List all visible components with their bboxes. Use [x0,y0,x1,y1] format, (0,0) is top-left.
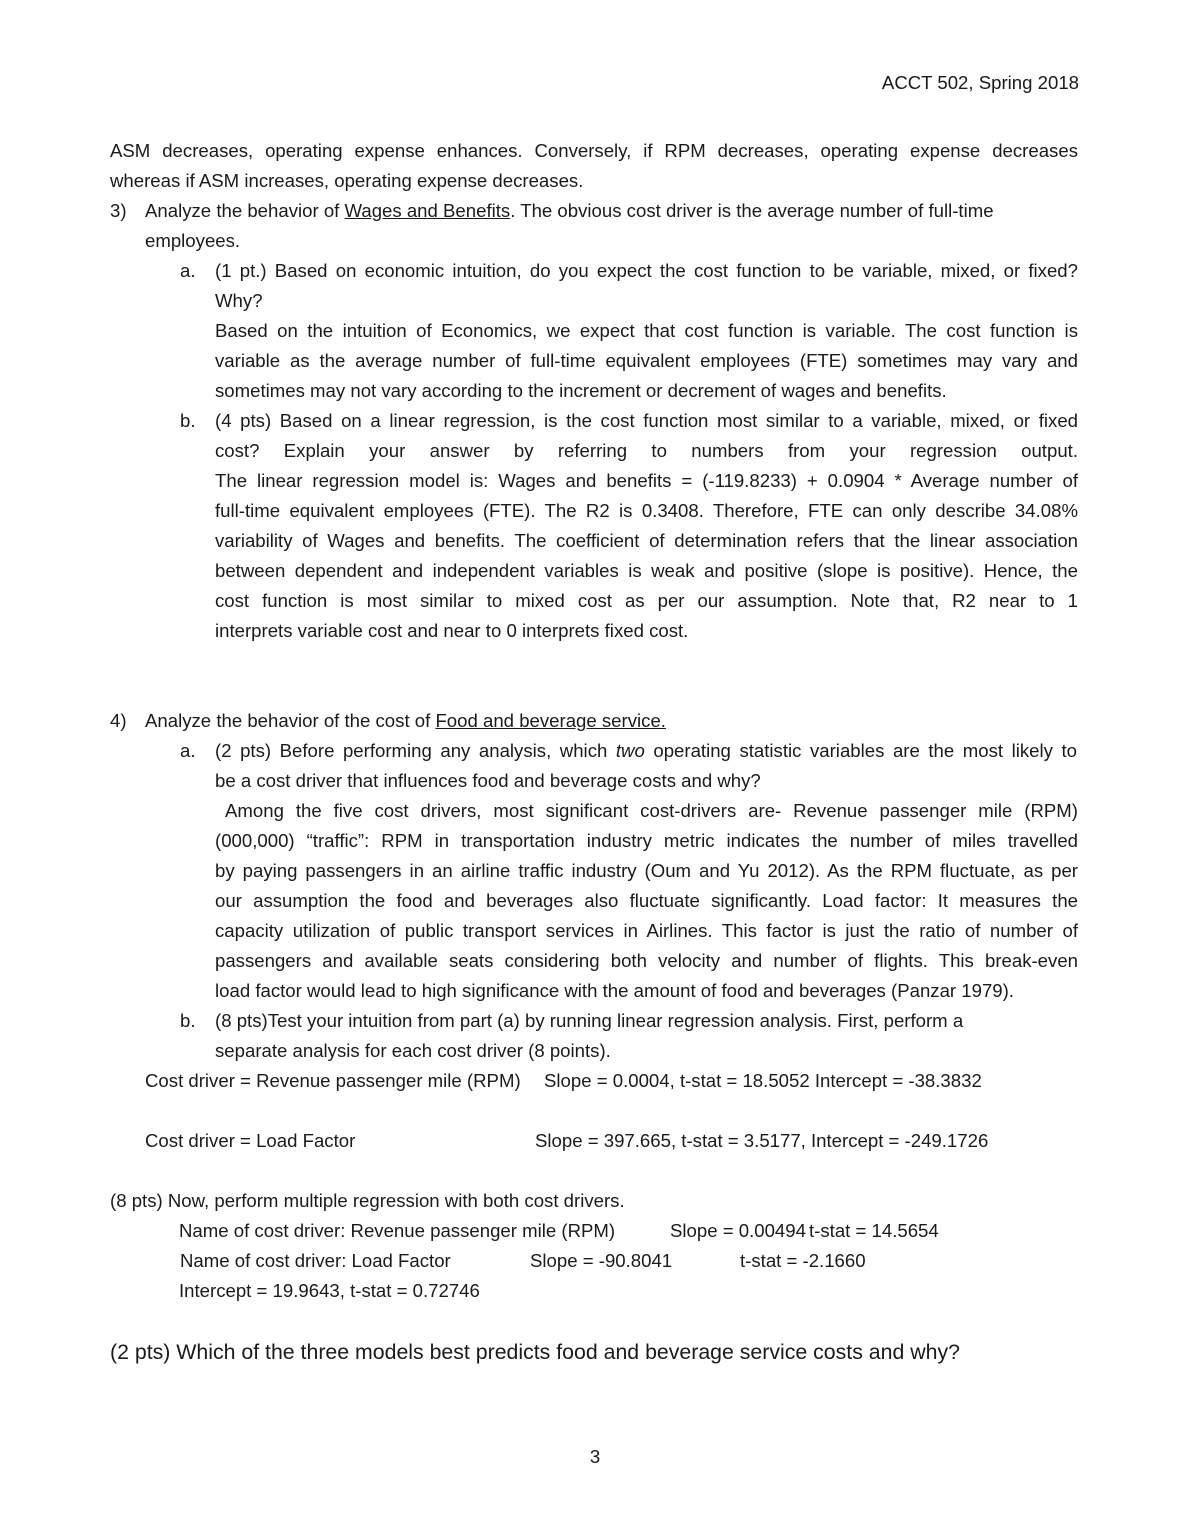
page-number: 3 [589,1446,601,1467]
multiple-rpm-tstat: t-stat = 14.5654 [809,1220,939,1241]
multiple-rpm-slope: Slope = 0.00494 [670,1220,806,1241]
q4b-question-line-1: (8 pts)Test your intuition from part (a) by running linear regression analysis. First, perform a [215,1010,964,1031]
simple-lf-label: Cost driver = Load Factor [145,1130,356,1151]
q3-topic: Wages and Benefits [344,200,511,221]
q3b-answer-line-3: variability of Wages and benefits. The coefficient of determination refers that the linear association [215,530,1078,551]
q3a-question-line-2: Why? [215,290,263,311]
q4a-answer-line-2: (000,000) “traffic”: RPM in transportation industry metric indicates the number of miles travelled [215,830,1078,851]
q4a-answer-line-5: capacity utilization of public transport services in Airlines. This factor is just the ratio of number of [215,920,1078,941]
q3-number: 3) [110,200,127,221]
intro-line-2: whereas if ASM increases, operating expense decreases. [110,170,584,191]
q4a-marker: a. [180,740,196,761]
q4-topic: Food and beverage service. [435,710,666,731]
q4a-answer-line-1: Among the five cost drivers, most significant cost-drivers are- Revenue passenger mile (RPM) [225,800,1078,821]
q4a-question-line-1: (2 pts) Before performing any analysis, which two operating statistic variables are the most likely to [215,740,1077,761]
q4b-marker: b. [180,1010,196,1031]
q3b-answer-line-1: The linear regression model is: Wages and benefits = (-119.8233) + 0.0904 * Average number of [215,470,1078,491]
q3a-answer-line-1: Based on the intuition of Economics, we expect that cost function is variable. The cost function is [215,320,1078,341]
q4a-question-line-2: be a cost driver that influences food and beverage costs and why? [215,770,761,791]
q3b-answer-line-4: between dependent and independent variables is weak and positive (slope is positive). Hence, the [215,560,1078,581]
q3b-answer-line-6: interprets variable cost and near to 0 interprets fixed cost. [215,620,689,641]
q4b-question-line-2: separate analysis for each cost driver (8 points). [215,1040,611,1061]
q3b-question-line-2: cost? Explain your answer by referring to numbers from your regression output. [215,440,1078,461]
multiple-lf-slope: Slope = -90.8041 [530,1250,673,1271]
final-question: (2 pts) Which of the three models best predicts food and beverage service costs and why? [110,1340,960,1364]
multiple-lf-label: Name of cost driver: Load Factor [180,1250,451,1271]
q4-heading: Analyze the behavior of the cost of Food and beverage service. [145,710,666,731]
q3b-answer-line-5: cost function is most similar to mixed cost as per our assumption. Note that, R2 near to 1 [215,590,1078,611]
simple-rpm-stats: Slope = 0.0004, t-stat = 18.5052 Intercept = -38.3832 [544,1070,982,1091]
q3a-marker: a. [180,260,196,281]
q4a-answer-line-6: passengers and available seats considering both velocity and number of flights. This break-even [215,950,1078,971]
multiple-heading: (8 pts) Now, perform multiple regression with both cost drivers. [110,1190,625,1211]
q3b-answer-line-2: full-time equivalent employees (FTE). The R2 is 0.3408. Therefore, FTE can only describe 34.08% [215,500,1078,521]
q3a-question-line-1: (1 pt.) Based on economic intuition, do you expect the cost function to be variable, mixed, or fixed? [215,260,1078,281]
simple-lf-stats: Slope = 397.665, t-stat = 3.5177, Intercept = -249.1726 [535,1130,989,1151]
multiple-lf-tstat: t-stat = -2.1660 [740,1250,866,1271]
q3a-answer-line-3: sometimes may not vary according to the increment or decrement of wages and benefits. [215,380,947,401]
simple-rpm-label: Cost driver = Revenue passenger mile (RPM) [145,1070,521,1091]
multiple-intercept: Intercept = 19.9643, t-stat = 0.72746 [179,1280,480,1301]
q4a-answer-line-4: our assumption the food and beverages also fluctuate significantly. Load factor: It measures the [215,890,1078,911]
intro-line-1: ASM decreases, operating expense enhances. Conversely, if RPM decreases, operating expense decreases [110,140,1078,161]
multiple-rpm-label: Name of cost driver: Revenue passenger mile (RPM) [179,1220,616,1241]
q3b-marker: b. [180,410,196,431]
page-header: ACCT 502, Spring 2018 [881,72,1079,93]
q3b-question-line-1: (4 pts) Based on a linear regression, is the cost function most similar to a variable, mixed, or fixed [215,410,1078,431]
q3a-answer-line-2: variable as the average number of full-time equivalent employees (FTE) sometimes may vary and [215,350,1078,371]
q4a-emphasis: two [615,740,645,761]
q3-heading-cont: employees. [145,230,241,251]
q4-number: 4) [110,710,127,731]
q4a-answer-line-7: load factor would lead to high significance with the amount of food and beverages (Panzar 1979). [215,980,1015,1001]
q3-heading: Analyze the behavior of Wages and Benefits. The obvious cost driver is the average number of full-time [145,200,994,221]
q4a-answer-line-3: by paying passengers in an airline traffic industry (Oum and Yu 2012). As the RPM fluctuate, as per [215,860,1078,881]
